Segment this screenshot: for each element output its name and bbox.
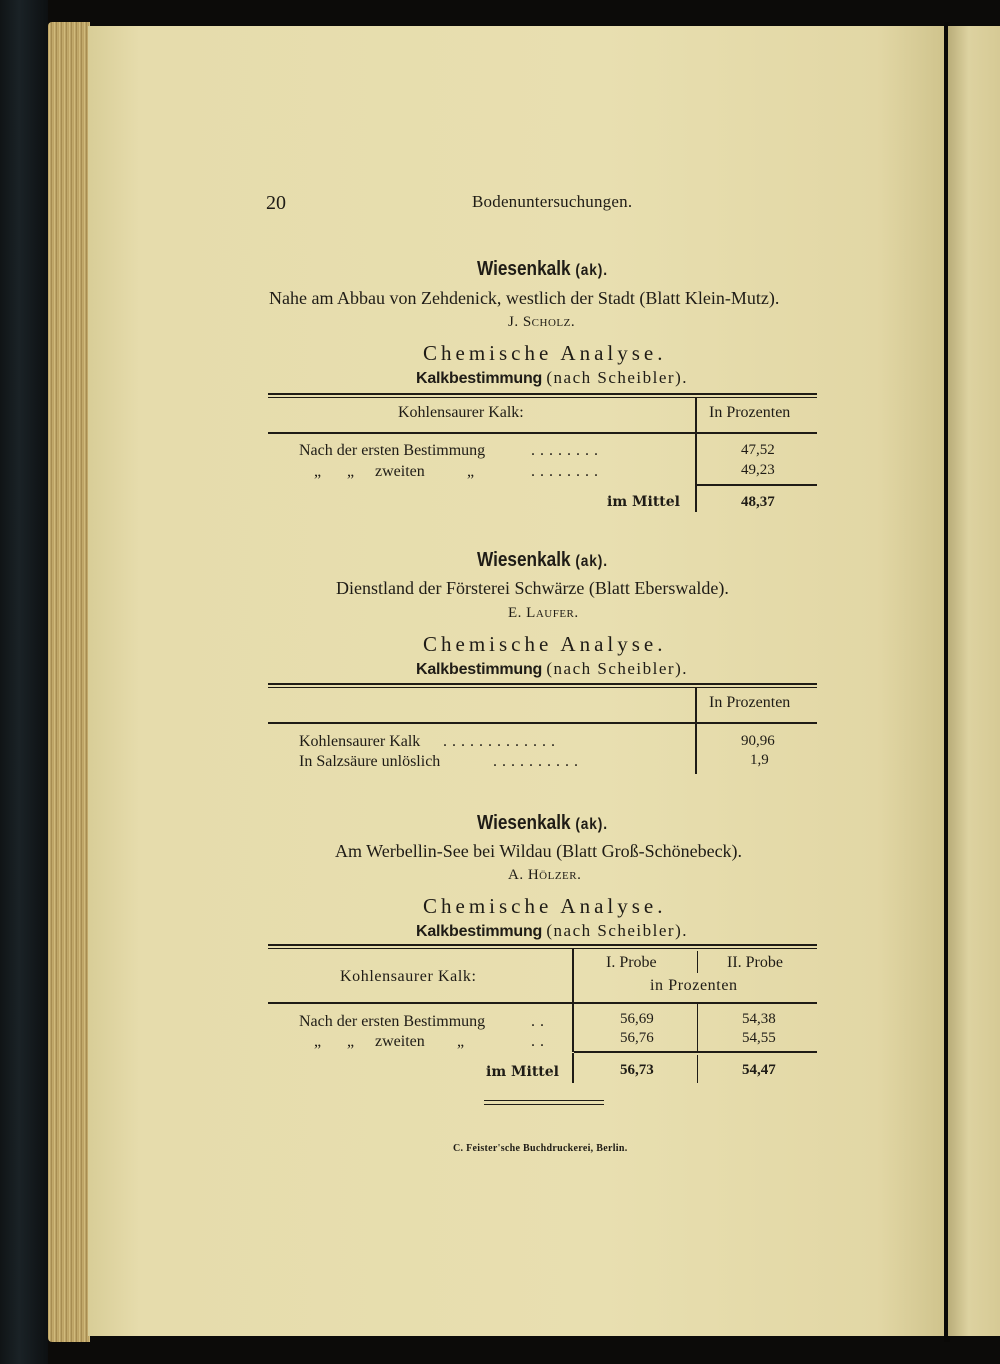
table-rule-top (268, 683, 817, 685)
ditto-mark: „ (347, 1033, 355, 1050)
column-divider (572, 949, 574, 1002)
author: E. Laufer. (508, 605, 579, 621)
sub-column-divider (697, 1004, 698, 1052)
section-title (477, 258, 608, 281)
section-title-text: Wiesenkalk (477, 258, 571, 280)
column-divider (572, 1004, 574, 1052)
ditto-mark: „ (457, 1033, 465, 1050)
ditto-mark: „ (347, 463, 355, 480)
row-value: 49,23 (741, 462, 775, 478)
method-rest: (nach Scheibler). (546, 659, 688, 678)
col2-header: II. Probe (727, 954, 783, 971)
column-divider (695, 434, 697, 512)
leader-dots: ........ (531, 442, 603, 459)
row-value: 47,52 (741, 442, 775, 458)
printer-imprint: C. Feister'sche Buchdruckerei, Berlin. (453, 1143, 628, 1154)
method-rest: (nach Scheibler). (546, 921, 688, 940)
sub-column-divider (697, 1055, 698, 1083)
column-divider (695, 398, 697, 433)
value-header: In Prozenten (709, 694, 791, 711)
end-rule (484, 1100, 604, 1101)
row-value-1: 56,69 (620, 1011, 654, 1027)
total-label: im Mittel (486, 1064, 559, 1080)
section-title-text: Wiesenkalk (477, 812, 571, 834)
method-bold: Kalkbestimmung (416, 661, 543, 678)
row-value: 1,9 (750, 752, 769, 768)
section-title-text: Wiesenkalk (477, 549, 571, 571)
leader-dots: ............. (443, 733, 560, 750)
method-bold: Kalkbestimmung (416, 923, 543, 940)
running-head: Bodenuntersuchungen. (472, 192, 633, 211)
location-line: Dienstland der Försterei Schwärze (Blatt Eberswalde). (336, 578, 729, 598)
table-rule-top-thin (268, 397, 817, 398)
row-value-2: 54,38 (742, 1011, 776, 1027)
row-label: zweiten (375, 1033, 425, 1050)
column-divider (572, 1053, 574, 1083)
column-header: Kohlensaurer Kalk: (398, 404, 524, 421)
method-line (416, 659, 688, 679)
analysis-heading: Chemische Analyse. (423, 632, 667, 656)
table-rule-top-thin (268, 687, 817, 688)
author: J. Scholz. (508, 314, 576, 330)
soil-symbol: (ak). (575, 262, 608, 279)
row-label: Nach der ersten Bestimmung (299, 442, 486, 459)
sum-rule (574, 1051, 817, 1053)
table-rule-top-thin (268, 948, 817, 949)
leader-dots: .. (531, 1033, 549, 1050)
header-rule (268, 722, 817, 724)
column-header: Kohlensaurer Kalk: (340, 968, 477, 985)
column-divider (695, 688, 697, 723)
leader-dots: .. (531, 1013, 549, 1030)
book-page (88, 26, 946, 1336)
total-value: 48,37 (741, 494, 775, 510)
ditto-mark: „ (314, 463, 322, 480)
book-spine (0, 0, 48, 1364)
soil-symbol: (ak). (575, 816, 608, 833)
sub-column-divider (697, 951, 698, 973)
row-label: In Salzsäure unlöslich (299, 753, 441, 770)
col1-header: I. Probe (606, 954, 657, 971)
column-divider (695, 724, 697, 774)
method-bold: Kalkbestimmung (416, 370, 543, 387)
location-line: Nahe am Abbau von Zehdenick, westlich der Stadt (Blatt Klein-Mutz). (269, 288, 780, 308)
row-label: zweiten (375, 463, 425, 480)
author: A. Hölzer. (508, 867, 582, 883)
analysis-heading: Chemische Analyse. (423, 341, 667, 365)
page-edges (48, 22, 90, 1342)
sum-rule (697, 484, 817, 486)
leader-dots: .......... (493, 753, 583, 770)
method-line (416, 921, 688, 941)
header-rule (268, 1002, 817, 1004)
row-label: Nach der ersten Bestimmung (299, 1013, 486, 1030)
ditto-mark: „ (467, 463, 475, 480)
sub-header: in Prozenten (650, 977, 738, 994)
page-number: 20 (266, 192, 286, 214)
value-header: In Prozenten (709, 404, 791, 421)
method-rest: (nach Scheibler). (546, 368, 688, 387)
row-value-1: 56,76 (620, 1030, 654, 1046)
row-label: Kohlensaurer Kalk (299, 733, 421, 750)
analysis-heading: Chemische Analyse. (423, 894, 667, 918)
leader-dots: ........ (531, 463, 603, 480)
section-title (477, 812, 608, 835)
total-value-1: 56,73 (620, 1062, 654, 1078)
method-line (416, 368, 688, 388)
facing-page-edge (948, 26, 1000, 1336)
total-label: im Mittel (607, 494, 680, 510)
end-rule (484, 1104, 604, 1105)
table-rule-top (268, 944, 817, 946)
row-value: 90,96 (741, 733, 775, 749)
ditto-mark: „ (314, 1033, 322, 1050)
row-value-2: 54,55 (742, 1030, 776, 1046)
header-rule (268, 432, 817, 434)
section-title (477, 549, 608, 572)
location-line: Am Werbellin-See bei Wildau (Blatt Groß-Schönebeck). (335, 841, 743, 861)
soil-symbol: (ak). (575, 553, 608, 570)
total-value-2: 54,47 (742, 1062, 776, 1078)
table-rule-top (268, 393, 817, 395)
